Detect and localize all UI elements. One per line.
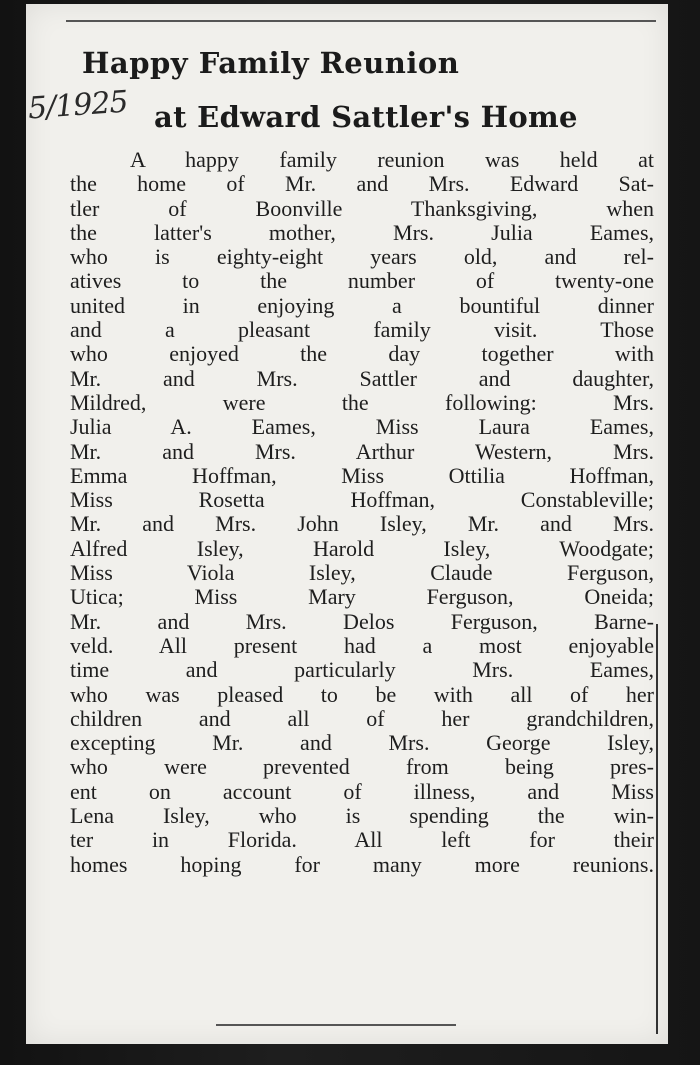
article-line: veld. All present had a most enjoyable bbox=[70, 633, 654, 658]
newspaper-clipping bbox=[26, 4, 668, 1044]
article-line: ent on account of illness, and Miss bbox=[70, 779, 654, 804]
article-line: the latter's mother, Mrs. Julia Eames, bbox=[70, 220, 654, 245]
article-line: and a pleasant family visit. Those bbox=[70, 318, 654, 343]
margin-pen-mark bbox=[656, 624, 658, 1034]
article-line: Julia A. Eames, Miss Laura Eames, bbox=[70, 415, 654, 440]
handwritten-date: 5/1925 bbox=[26, 84, 129, 127]
article-line: homes hoping for many more reunions. bbox=[70, 852, 654, 877]
article-line: time and particularly Mrs. Eames, bbox=[70, 658, 654, 683]
top-rule bbox=[66, 20, 656, 22]
article-line: A happy family reunion was held at bbox=[130, 148, 654, 172]
article-body bbox=[70, 148, 654, 877]
article-line: Miss Rosetta Hoffman, Constableville; bbox=[70, 488, 654, 513]
article-line: united in enjoying a bountiful dinner bbox=[70, 293, 654, 318]
article-line: ter in Florida. All left for their bbox=[70, 828, 654, 853]
article-line: Mr. and Mrs. Delos Ferguson, Barne- bbox=[70, 609, 654, 634]
article-line: who enjoyed the day together with bbox=[70, 342, 654, 367]
article-line: Mr. and Mrs. Arthur Western, Mrs. bbox=[70, 439, 654, 464]
article-line: Mr. and Mrs. John Isley, Mr. and Mrs. bbox=[70, 512, 654, 537]
article-line: who is eighty-eight years old, and rel- bbox=[70, 245, 654, 270]
article-line: atives to the number of twenty-one bbox=[70, 269, 654, 294]
article-line: Emma Hoffman, Miss Ottilia Hoffman, bbox=[70, 463, 654, 488]
article-line: Lena Isley, who is spending the win- bbox=[70, 804, 654, 829]
article-line: Miss Viola Isley, Claude Ferguson, bbox=[70, 561, 654, 586]
article-line: Mildred, were the following: Mrs. bbox=[70, 390, 654, 415]
article-line: excepting Mr. and Mrs. George Isley, bbox=[70, 731, 654, 756]
headline-line-2: at Edward Sattler's Home bbox=[154, 100, 578, 134]
article-line: the home of Mr. and Mrs. Edward Sat- bbox=[70, 172, 654, 197]
article-line: children and all of her grandchildren, bbox=[70, 706, 654, 731]
headline-line-1: Happy Family Reunion bbox=[82, 46, 460, 80]
bottom-rule bbox=[216, 1024, 456, 1026]
article-line: Alfred Isley, Harold Isley, Woodgate; bbox=[70, 536, 654, 561]
article-line: Utica; Miss Mary Ferguson, Oneida; bbox=[70, 585, 654, 610]
article-line: who was pleased to be with all of her bbox=[70, 682, 654, 707]
article-line: Mr. and Mrs. Sattler and daughter, bbox=[70, 366, 654, 391]
article-line: tler of Boonville Thanksgiving, when bbox=[70, 196, 654, 221]
article-line: who were prevented from being pres- bbox=[70, 755, 654, 780]
